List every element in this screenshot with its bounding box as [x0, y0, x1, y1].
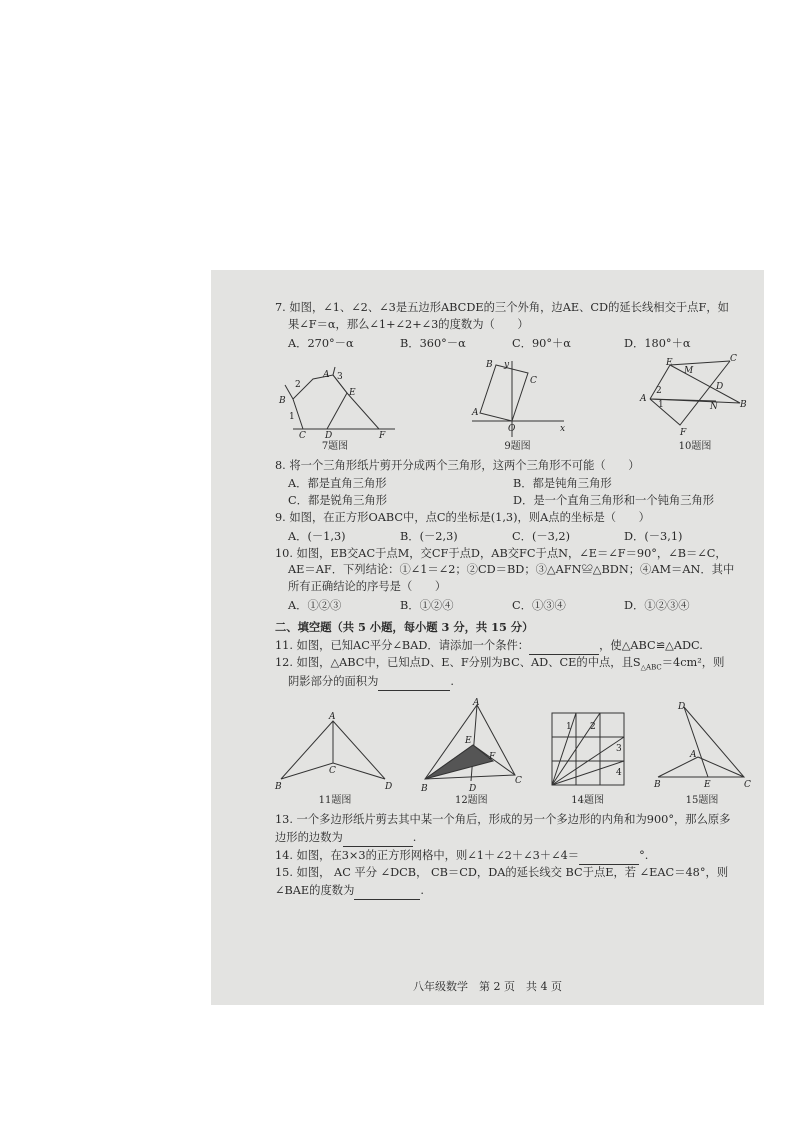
q7-option-b: B．360°－α: [400, 336, 466, 350]
page-footer: 八年级数学 第 2 页 共 4 页: [413, 979, 562, 993]
svg-text:B: B: [740, 399, 747, 410]
svg-text:A: A: [471, 407, 478, 418]
svg-text:E: E: [703, 779, 711, 790]
q8-option-a: A．都是直角三角形: [288, 476, 387, 490]
grid-angles-diagram: [548, 709, 628, 793]
svg-text:E: E: [465, 735, 472, 746]
q10-option-a: A．①②③: [288, 599, 342, 613]
q10-line3: 所有正确结论的序号是（ ）: [288, 580, 447, 594]
q11-pre: 11. 如图，已知AC平分∠BAD．请添加一个条件：: [275, 639, 530, 653]
q15-answer-blank[interactable]: [354, 882, 420, 900]
svg-text:A: A: [329, 711, 336, 722]
svg-text:E: E: [349, 387, 356, 398]
figures-row-1: [275, 353, 750, 454]
svg-text:F: F: [379, 430, 386, 441]
figure-15: [654, 703, 750, 808]
q15-end: .: [420, 883, 424, 897]
q11-post: ，使△ABC≌△ADC.: [599, 639, 703, 653]
q13-line2: [275, 829, 750, 847]
q10-option-b: B．①②④: [400, 599, 454, 613]
svg-text:1: 1: [289, 411, 295, 422]
q12-answer-blank[interactable]: [378, 673, 450, 691]
svg-text:B: B: [275, 781, 282, 792]
q12-sub: △ABC: [640, 663, 662, 672]
svg-text:D: D: [325, 430, 333, 441]
svg-text:A: A: [689, 749, 697, 760]
q9-option-b: B．(－2,3): [400, 529, 458, 543]
q12-line1: [275, 655, 750, 673]
q9-option-a: A．(－1,3): [288, 529, 346, 543]
q7-options: [288, 336, 750, 353]
q15-line1: 15. 如图， AC 平分 ∠DCB， CB＝CD，DA的延长线交 BC于点E，若 ∠EAC＝48°，则: [275, 865, 729, 879]
svg-text:C: C: [329, 765, 336, 776]
figure-15-caption: 15题图: [685, 794, 719, 806]
q12-pre: 12. 如图，△ABC中，已知点D、E、F分别为BC、AD、CE的中点，且S: [275, 656, 641, 670]
q13-line1: 13. 一个多边形纸片剪去其中某一个角后，形成的另一个多边形的内角和为900°，那么原多: [275, 812, 731, 826]
svg-text:D: D: [385, 781, 393, 792]
svg-text:B: B: [485, 359, 493, 370]
q12-mid: ＝4cm²，则: [661, 656, 725, 670]
q9-option-d: D．(－3,1): [624, 529, 683, 543]
q14-end: °.: [639, 848, 649, 862]
figure-7-caption: 7题图: [321, 440, 349, 452]
svg-text:C: C: [730, 353, 737, 364]
q15-line2-text: ∠BAE的度数为: [275, 883, 355, 897]
q9-option-c: C．(－3,2): [512, 529, 571, 543]
svg-text:3: 3: [337, 371, 343, 382]
q7-line2: 果∠F＝α，那么∠1+∠2+∠3的度数为（ ）: [288, 317, 529, 331]
svg-text:3: 3: [615, 743, 622, 754]
q12-line2: [275, 673, 750, 691]
q7-line1: 7. 如图，∠1、∠2、∠3是五边形ABCDE的三个外角，边AE、CD的延长线相交于点F，如: [275, 301, 729, 314]
figures-row-2: [275, 697, 751, 808]
figure-14-caption: 14题图: [571, 794, 605, 806]
q12-line2-text: 阴影部分的面积为: [288, 674, 379, 688]
figure-9-caption: 9题图: [504, 440, 531, 452]
q10-line2: AE＝AF．下列结论：①∠1＝∠2；②CD＝BD；③△AFN≌△BDN；④AM＝AN．其中: [288, 563, 735, 577]
svg-text:C: C: [529, 375, 537, 386]
q10-option-c: C．①③④: [512, 599, 566, 613]
q8-option-c: C．都是锐角三角形: [288, 493, 388, 507]
q7-option-c: C．90°＋α: [512, 336, 571, 350]
q13-line2-text: 边形的边数为: [275, 830, 343, 844]
square-coordinate-diagram: [468, 359, 568, 439]
q12-end: .: [450, 674, 454, 688]
q8-options: [288, 476, 750, 510]
svg-text:O: O: [507, 423, 515, 434]
svg-text:N: N: [710, 401, 718, 412]
svg-text:C: C: [515, 775, 523, 786]
q11-answer-blank[interactable]: [529, 637, 599, 655]
q14-text: [275, 847, 750, 865]
svg-text:A: A: [473, 697, 480, 708]
figure-14: [548, 709, 628, 808]
q9-options: [288, 529, 750, 546]
svg-text:C: C: [299, 430, 306, 441]
svg-text:B: B: [421, 783, 428, 794]
figure-10: [640, 353, 750, 454]
svg-text:D: D: [469, 783, 477, 794]
kite-diagram: [275, 713, 395, 793]
figure-10-caption: 10题图: [678, 440, 712, 452]
figure-11-caption: 11题图: [318, 794, 352, 806]
q8-option-d: D．是一个直角三角形和一个钝角三角形: [513, 493, 715, 507]
svg-text:y: y: [503, 359, 509, 370]
svg-text:B: B: [653, 779, 661, 790]
svg-text:1: 1: [565, 721, 572, 732]
q8-option-b: B．都是钝角三角形: [513, 476, 612, 490]
q13-end: .: [412, 830, 417, 844]
svg-text:F: F: [489, 751, 496, 762]
svg-text:1: 1: [658, 399, 664, 410]
figure-12-caption: 12题图: [454, 794, 488, 806]
q8-text: 8. 将一个三角形纸片剪开分成两个三角形，这两个三角形不可能（ ）: [275, 458, 640, 472]
figure-12: [421, 697, 523, 808]
svg-text:2: 2: [589, 721, 596, 732]
svg-text:B: B: [279, 395, 286, 406]
svg-text:F: F: [680, 427, 687, 438]
q13-answer-blank[interactable]: [343, 829, 413, 847]
pentagon-diagram: [275, 367, 395, 439]
bisector-diagram: [654, 703, 750, 793]
svg-text:x: x: [559, 423, 565, 434]
section-2-heading: 二、填空题（共 5 小题，每小题 3 分，共 15 分）: [275, 620, 534, 635]
svg-text:A: A: [323, 369, 330, 380]
q7-option-d: D．180°＋α: [624, 336, 691, 350]
figure-9: [468, 359, 568, 454]
svg-text:E: E: [666, 357, 673, 368]
svg-text:D: D: [716, 381, 724, 392]
svg-text:2: 2: [295, 379, 301, 390]
q9-text: 9. 如图，在正方形OABC中，点C的坐标是(1,3)，则A点的坐标是（ ）: [275, 510, 650, 524]
svg-text:D: D: [677, 701, 686, 712]
svg-text:C: C: [743, 779, 751, 790]
svg-text:2: 2: [656, 385, 662, 396]
figure-11: [275, 713, 395, 808]
congruent-triangles-diagram: [640, 353, 750, 439]
q10-line1: 10. 如图，EB交AC于点M，交CF于点D，AB交FC于点N，∠E＝∠F＝90°，∠B＝∠C，: [275, 546, 727, 560]
exam-page: [211, 270, 764, 1005]
q15-line2: [275, 882, 750, 900]
svg-text:4: 4: [615, 767, 622, 778]
q10-option-d: D．①②③④: [624, 599, 690, 613]
figure-7: [275, 367, 395, 454]
q7-option-a: A．270°－α: [288, 336, 354, 350]
q14-answer-blank[interactable]: [579, 847, 639, 865]
q14-pre: 14. 如图，在3×3的正方形网格中，则∠1＋∠2＋∠3＋∠4＝: [275, 848, 580, 862]
shaded-triangle-diagram: [421, 697, 523, 794]
svg-text:M: M: [684, 365, 694, 376]
svg-text:A: A: [640, 393, 647, 404]
q11-text: [275, 637, 750, 655]
q10-options: [288, 598, 750, 615]
